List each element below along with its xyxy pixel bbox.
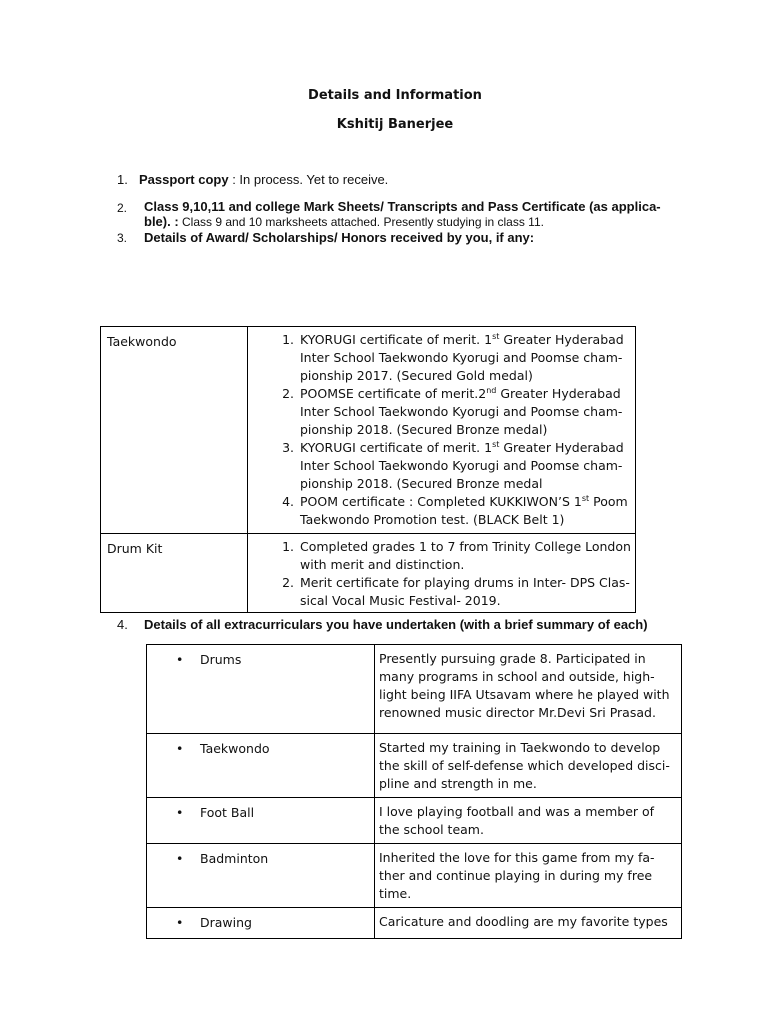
- list-item: 1. Completed grades 1 to 7 from Trinity College London with merit and distinction.: [298, 538, 631, 574]
- activity-summary: Inherited the love for this game from my fa-ther and continue playing in during my free time.: [375, 844, 682, 908]
- table-row: [147, 844, 682, 908]
- table-row: [101, 327, 636, 534]
- list-item: 2. Merit certificate for playing drums in Inter- DPS Clas-sical Vocal Music Festival- 2019.: [298, 574, 631, 610]
- activity-cell: [147, 645, 375, 734]
- table-row: [147, 645, 682, 734]
- question-2-label-line1: Class 9,10,11 and college Mark Sheets/ Transcripts and Pass Certificate (as applica-: [144, 199, 661, 214]
- table-row: [147, 798, 682, 844]
- activity-name: Drums: [200, 652, 242, 667]
- activity-name: Badminton: [200, 851, 269, 866]
- awards-table: [100, 326, 636, 613]
- award-items-cell: [248, 327, 636, 534]
- question-1-label: Passport copy: [139, 172, 229, 187]
- table-row: [147, 734, 682, 798]
- bullet-icon: •: [176, 805, 184, 820]
- list-item: 4. POOM certificate : Completed KUKKIWON’S 1st Poom Taekwondo Promotion test. (BLACK Belt 1): [298, 493, 631, 529]
- activity-summary: Caricature and doodling are my favorite types: [375, 908, 682, 939]
- question-4-number: 4.: [117, 617, 128, 632]
- activity-cell: [147, 734, 375, 798]
- extracurriculars-table: [146, 644, 682, 939]
- bullet-icon: •: [176, 851, 184, 866]
- list-item: 3. KYORUGI certificate of merit. 1st Greater Hyderabad Inter School Taekwondo Kyorugi and Poomse cham-pionship 2018. (Secured Bronze medal: [298, 439, 631, 493]
- bullet-icon: •: [176, 652, 184, 667]
- question-1-answer: : In process. Yet to receive.: [228, 172, 389, 187]
- table-row: [147, 908, 682, 939]
- activity-cell: [147, 844, 375, 908]
- person-name: Kshitij Banerjee: [336, 117, 454, 132]
- award-category: Drum Kit: [101, 534, 248, 613]
- activity-summary: Started my training in Taekwondo to develop the skill of self-defense which developed disci-pline and strength in me.: [375, 734, 682, 798]
- list-item: 1. KYORUGI certificate of merit. 1st Greater Hyderabad Inter School Taekwondo Kyorugi and Poomse cham-pionship 2017. (Secured Gold medal): [298, 331, 631, 385]
- activity-name: Foot Ball: [200, 805, 255, 820]
- award-items-cell: [248, 534, 636, 613]
- question-3-label: Details of Award/ Scholarships/ Honors received by you, if any:: [144, 230, 535, 245]
- document-title: Details and Information: [308, 88, 482, 103]
- activity-name: Drawing: [200, 915, 252, 930]
- question-3-number: 3.: [117, 231, 128, 245]
- bullet-icon: •: [176, 741, 184, 756]
- activity-summary: I love playing football and was a member of the school team.: [375, 798, 682, 844]
- question-2-number: 2.: [117, 201, 128, 215]
- activity-summary: Presently pursuing grade 8. Participated in many programs in school and outside, high-light being IIFA Utsavam where he played with renowned music director Mr.Devi Sri Prasad.: [375, 645, 682, 734]
- question-4-label: Details of all extracurriculars you have undertaken (with a brief summary of each): [144, 617, 648, 632]
- question-1-number: 1.: [117, 172, 128, 187]
- award-category: Taekwondo: [101, 327, 248, 534]
- question-2-answer: Class 9 and 10 marksheets attached. Presently studying in class 11.: [178, 215, 544, 229]
- question-2-label-line2: ble). :: [144, 214, 179, 229]
- activity-name: Taekwondo: [200, 741, 270, 756]
- activity-cell: [147, 798, 375, 844]
- activity-cell: [147, 908, 375, 939]
- bullet-icon: •: [176, 915, 184, 930]
- list-item: 2. POOMSE certificate of merit.2nd Greater Hyderabad Inter School Taekwondo Kyorugi and Poomse cham-pionship 2018. (Secured Bronze medal): [298, 385, 631, 439]
- table-row: [101, 534, 636, 613]
